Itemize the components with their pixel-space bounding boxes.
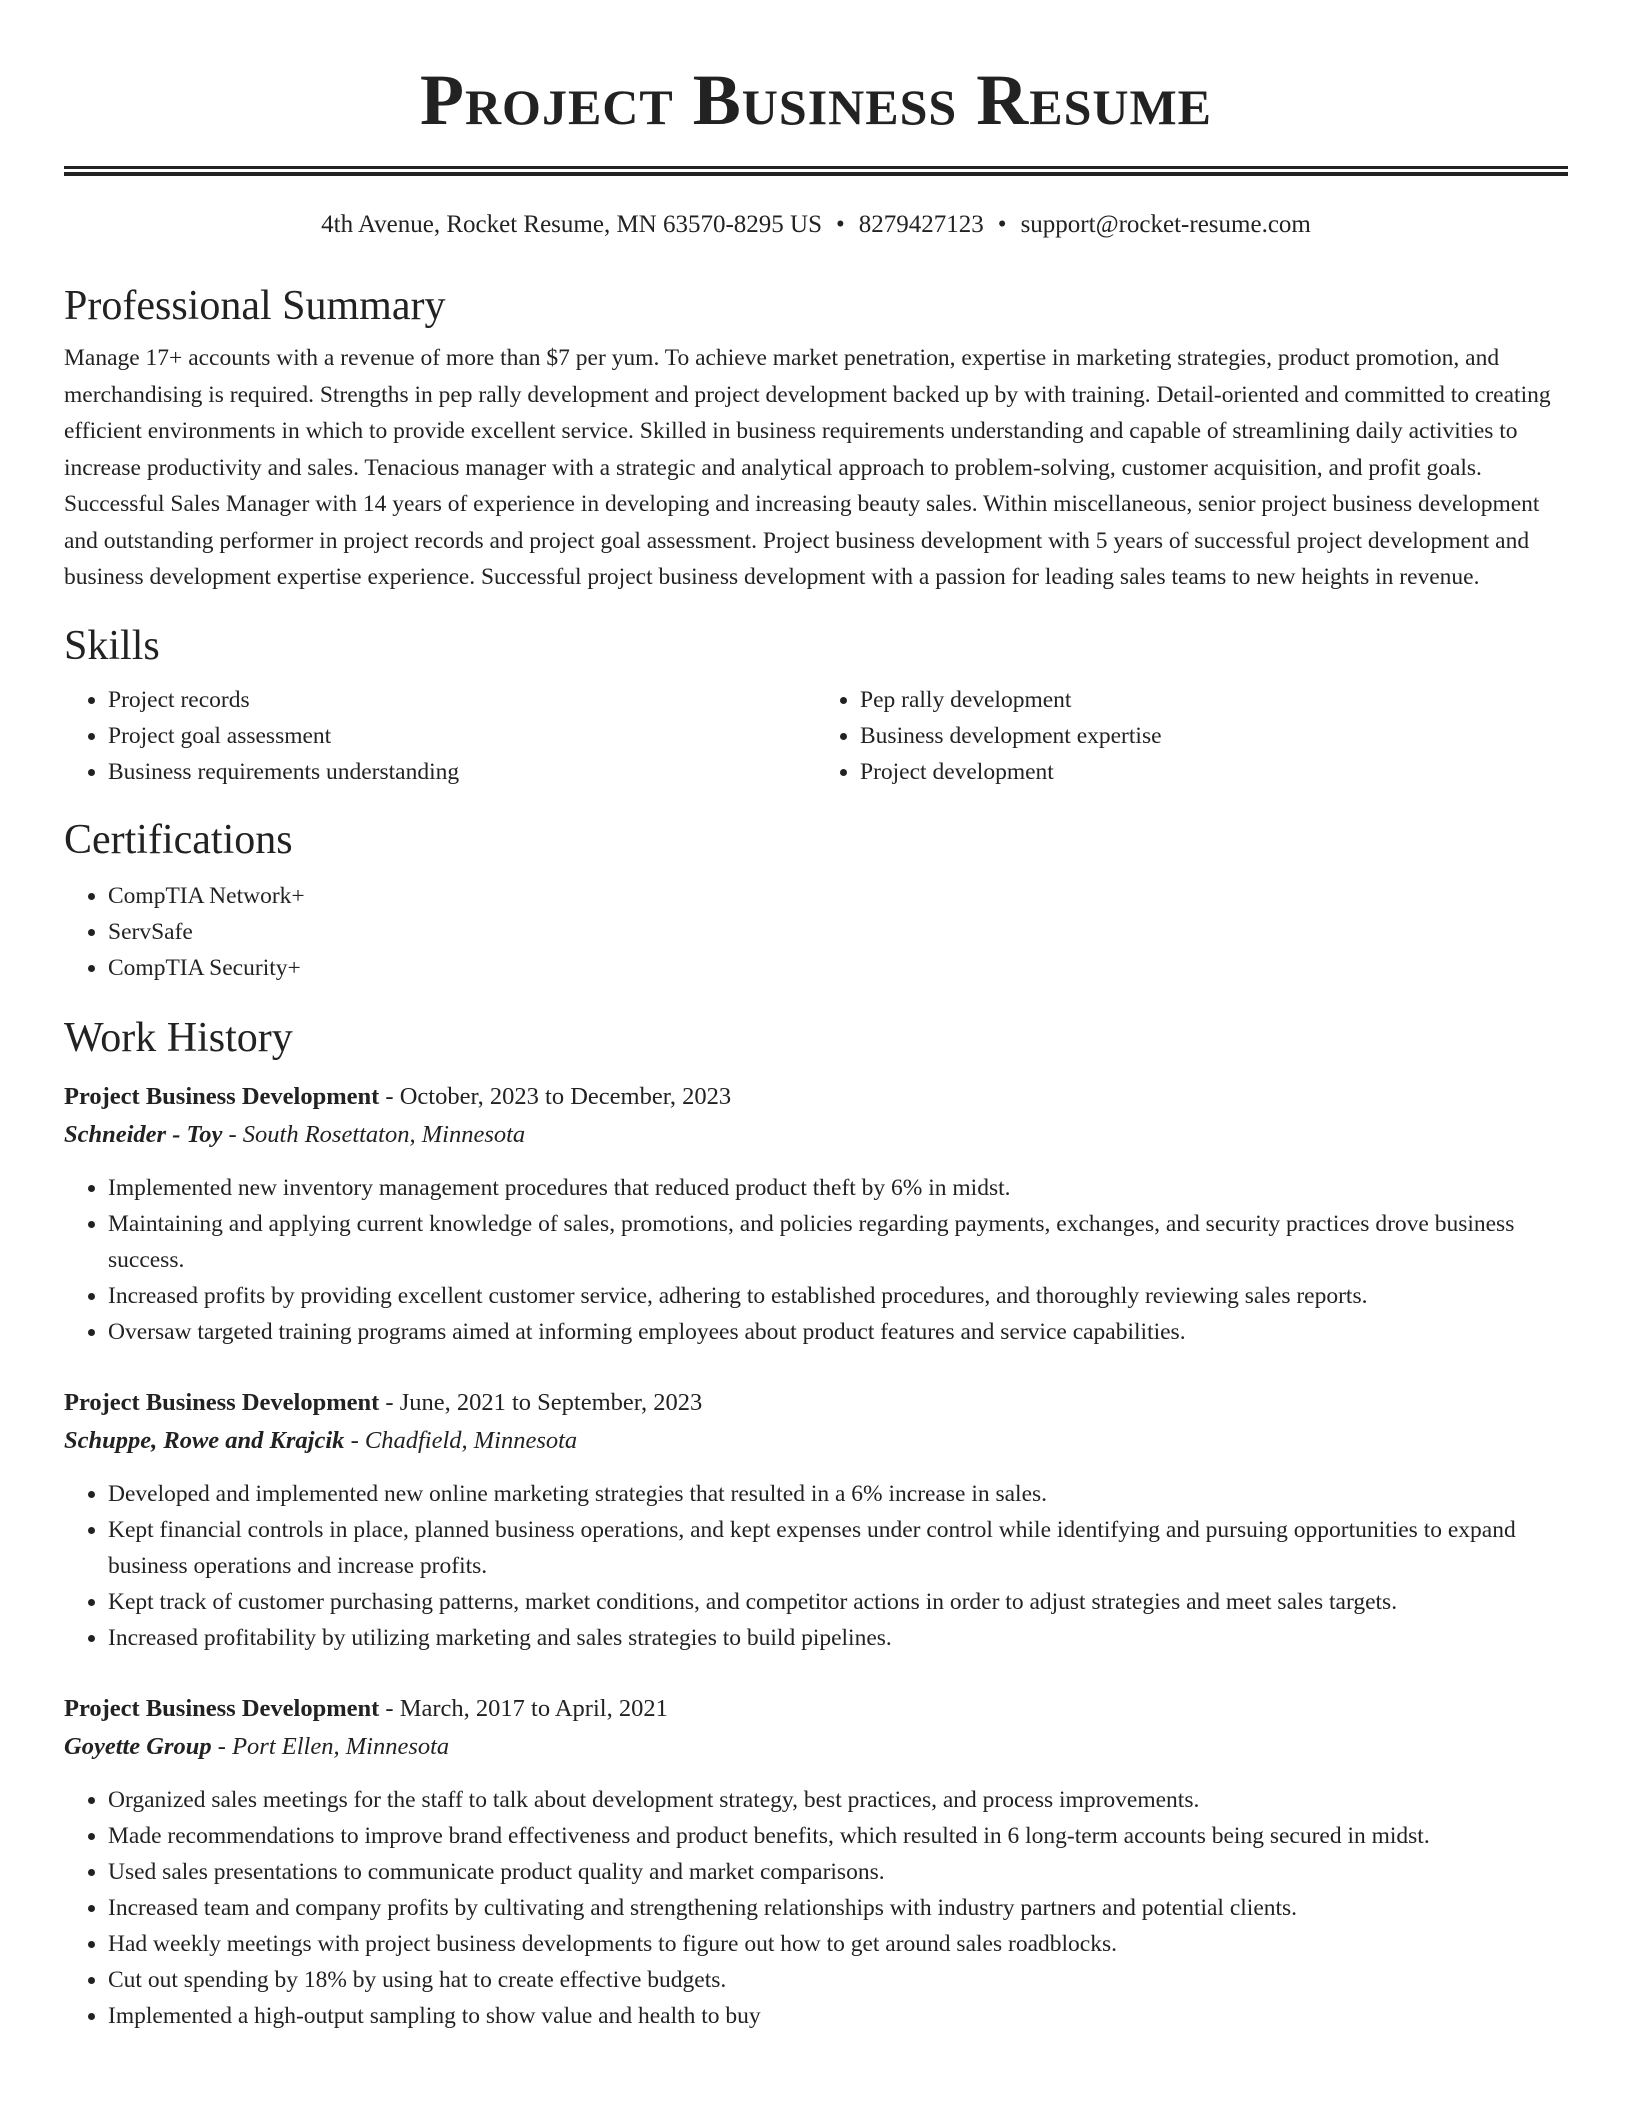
contact-email: support@rocket-resume.com (1020, 211, 1311, 238)
contact-phone: 8279427123 (858, 211, 984, 238)
job-bullet: • Oversaw targeted training programs aimed at informing employees about product features and service capabilities. (108, 1314, 1568, 1350)
summary-heading: Professional Summary (64, 283, 446, 329)
job-location: Chadfield, Minnesota (364, 1426, 578, 1454)
contact-separator: • (997, 211, 1007, 238)
certification-item: • CompTIA Network+ (108, 878, 1568, 914)
job-bullet: • Increased team and company profits by cultivating and strengthening relationships with industry partners and potential clients. (108, 1890, 1568, 1926)
summary-text: Manage 17+ accounts with a revenue of more than $7 per yum. To achieve market penetration, expertise in marketing strategies, product promotion, and merchandising is required. Strengths in pep rally development and project development backed up by with training. Detail-oriented and committed to creating efficient environments in which to provide excellent service. Skilled in business requirements understanding and capable of streamlining daily activities to increase productivity and sales. Tenacious manager with a strategic and analytical approach to problem-solving, customer acquisition, and profit goals. Successful Sales Manager with 14 years of experience in developing and increasing beauty sales. Within miscellaneous, senior project business development and outstanding performer in project records and project goal assessment. Project business development with 5 years of successful project development and business development expertise experience. Successful project business development with a passion for leading sales teams to new heights in revenue. (64, 345, 1551, 590)
job-title-line: Project Business Development - March, 2017 to April, 2021 (64, 1694, 668, 1722)
job-bullet: • Organized sales meetings for the staff to talk about development strategy, best practices, and process improvements. (108, 1782, 1568, 1818)
job-bullet: • Increased profitability by utilizing marketing and sales strategies to build pipelines. (108, 1620, 1568, 1656)
job-bullets (64, 1170, 1568, 1350)
job-location: Port Ellen, Minnesota (232, 1732, 450, 1760)
job-bullet: • Kept financial controls in place, planned business operations, and kept expenses under control while identifying and pursuing opportunities to expand business operations and increase profits. (108, 1512, 1568, 1584)
job-dates: March, 2017 to April, 2021 (399, 1694, 668, 1722)
job-bullet: • Maintaining and applying current knowledge of sales, promotions, and policies regarding payments, exchanges, and security practices drove business success. (108, 1206, 1568, 1278)
resume-title: Project Business Resume (419, 60, 1213, 140)
job-bullet: • Cut out spending by 18% by using hat to create effective budgets. (108, 1962, 1568, 1998)
job-company-line: Goyette Group - Port Ellen, Minnesota (64, 1732, 450, 1760)
job-entry (64, 1384, 1568, 1656)
job-company-line: Schneider - Toy - South Rosettaton, Minnesota (64, 1120, 526, 1148)
job-dates: June, 2021 to September, 2023 (399, 1388, 703, 1416)
job-company: Schneider - Toy (64, 1120, 223, 1148)
job-bullet: • Implemented a high-output sampling to show value and health to buy (108, 1998, 1568, 2034)
skills-column-left (64, 682, 816, 790)
job-bullet: • Implemented new inventory management procedures that reduced product theft by 6% in midst. (108, 1170, 1568, 1206)
job-bullet: • Kept track of customer purchasing patterns, market conditions, and competitor actions in order to adjust strategies and meet sales targets. (108, 1584, 1568, 1620)
job-bullet: • Increased profits by providing excellent customer service, adhering to established procedures, and thoroughly reviewing sales reports. (108, 1278, 1568, 1314)
job-role: Project Business Development (64, 1082, 380, 1110)
job-company: Goyette Group (64, 1732, 212, 1760)
contact-separator: • (836, 211, 845, 238)
job-title-line: Project Business Development - October, 2023 to December, 2023 (64, 1082, 732, 1110)
certifications-heading: Certifications (64, 816, 293, 863)
skills-heading: Skills (64, 622, 160, 669)
certification-item: • ServSafe (108, 914, 1568, 950)
job-bullets (64, 1782, 1568, 2034)
skill-item: • Project development (860, 754, 1568, 790)
job-bullet: • Developed and implemented new online marketing strategies that resulted in a 6% increase in sales. (108, 1476, 1568, 1512)
job-role: Project Business Development (64, 1388, 380, 1416)
title-divider (64, 166, 1568, 176)
skill-item: • Project goal assessment (108, 718, 816, 754)
job-bullet: • Made recommendations to improve brand effectiveness and product benefits, which resulted in 6 long-term accounts being secured in midst. (108, 1818, 1568, 1854)
skill-item: • Business requirements understanding (108, 754, 816, 790)
job-bullet: • Had weekly meetings with project business developments to figure out how to get around sales roadblocks. (108, 1926, 1568, 1962)
skill-item: • Pep rally development (860, 682, 1568, 718)
job-company: Schuppe, Rowe and Krajcik (64, 1426, 345, 1454)
job-company-line: Schuppe, Rowe and Krajcik - Chadfield, Minnesota (64, 1426, 578, 1454)
job-location: South Rosettaton, Minnesota (242, 1120, 526, 1148)
job-bullets (64, 1476, 1568, 1656)
job-bullet: • Used sales presentations to communicate product quality and market comparisons. (108, 1854, 1568, 1890)
skill-item: • Business development expertise (860, 718, 1568, 754)
contact-address: 4th Avenue, Rocket Resume, MN 63570-8295 US (321, 211, 823, 238)
job-dates: October, 2023 to December, 2023 (399, 1082, 732, 1110)
job-entry (64, 1078, 1568, 1350)
skills-column-right (816, 682, 1568, 790)
job-role: Project Business Development (64, 1694, 380, 1722)
certification-item: • CompTIA Security+ (108, 950, 1568, 986)
skills-list (64, 682, 1568, 790)
resume-page (64, 0, 1568, 2034)
certifications-list (64, 878, 1568, 986)
work-history-heading: Work History (64, 1014, 293, 1061)
job-entry (64, 1690, 1568, 2034)
contact-line (64, 210, 1568, 240)
job-title-line: Project Business Development - June, 2021 to September, 2023 (64, 1388, 703, 1416)
skill-item: • Project records (108, 682, 816, 718)
